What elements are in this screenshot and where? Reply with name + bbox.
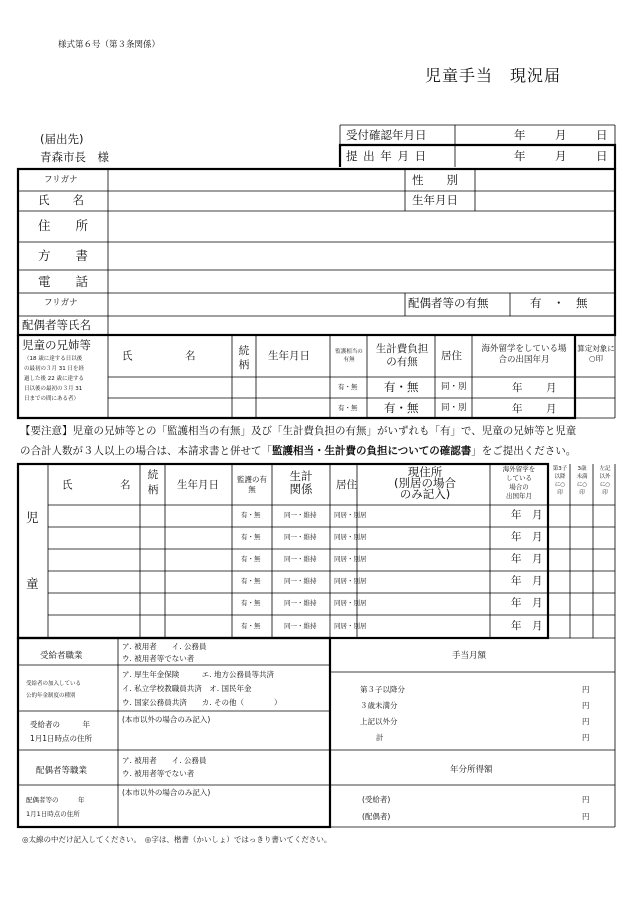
children-col-abroad: している: [506, 474, 532, 482]
applicant-phone-label: 電 話: [38, 274, 89, 289]
applicant-furigana-field[interactable]: [110, 171, 403, 189]
children-col-address: 現住所: [407, 465, 443, 479]
siblings-col-expense: 生計費負担の有無: [375, 343, 429, 368]
children-col-other: 印: [602, 490, 608, 496]
children-col-abroad: 出国年月: [506, 492, 532, 500]
allowance-row-label: 計: [376, 733, 384, 742]
pension-type-label: 公的年金制度の種別: [26, 693, 76, 699]
pension-type-label: 受給者の加入している: [26, 681, 82, 687]
child-5-residence[interactable]: 同居・別居: [334, 599, 367, 607]
child-4-year[interactable]: 年: [511, 575, 522, 587]
children-col-address: (別居の場合: [394, 476, 456, 490]
child-3-month[interactable]: 月: [532, 553, 543, 565]
spouse-name-field[interactable]: [110, 318, 613, 333]
allowance-row-label: 上記以外分: [360, 717, 398, 726]
children-col-other: に○: [599, 482, 611, 488]
birthdate-label: 生年月日: [412, 193, 458, 207]
siblings-col-name: 氏 名: [122, 350, 196, 362]
applicant-name-label: 氏 名: [38, 193, 84, 207]
child-2-month[interactable]: 月: [532, 531, 543, 543]
child-3-livelihood[interactable]: 同一・維持: [284, 555, 317, 563]
recipient-address-label: 受給者の 年: [30, 720, 90, 729]
child-1-residence[interactable]: 同居・別居: [334, 511, 367, 519]
addressee-mayor: 青森市長 様: [40, 150, 109, 164]
sibling-1-residence[interactable]: 同・別: [441, 382, 467, 392]
form-number: 様式第６号（第３条関係）: [58, 40, 161, 50]
child-6-residence[interactable]: 同居・別居: [334, 622, 367, 630]
children-col-other: 以外: [599, 474, 611, 480]
addressee-label: (届出先): [40, 132, 84, 146]
spouse-occupation-option[interactable]: ア. 被用者 イ. 公務員: [122, 756, 207, 765]
income-title: 年分所得額: [450, 765, 493, 775]
siblings-note-line: 日までの間にある者）: [24, 396, 80, 402]
child-4-residence[interactable]: 同居・別居: [334, 577, 367, 585]
applicant-phone-field[interactable]: [110, 272, 613, 291]
submitted-month[interactable]: 月: [555, 149, 567, 163]
child-4-month[interactable]: 月: [532, 575, 543, 587]
children-col-residence: 居住: [336, 479, 357, 491]
sibling-2-month[interactable]: 月: [546, 403, 557, 415]
spouse-presence-value[interactable]: 有 ・ 無: [530, 296, 588, 310]
children-col-address: のみ記入): [399, 487, 451, 501]
footer-note: ◎太線の中だけ記入してください。 ◎字は、楷書（かいしょ）ではっきり書いてください。: [22, 835, 332, 844]
children-col-under3: 印: [579, 490, 585, 496]
applicant-katagaki-field[interactable]: [110, 244, 613, 268]
income-unit: 円: [582, 795, 590, 804]
submitted-year[interactable]: 年: [514, 149, 526, 163]
confirmation-document-name: 監護相当・生計費の負担についての確認書: [272, 445, 472, 457]
child-5-month[interactable]: 月: [532, 597, 543, 609]
notice-line-2: [20, 446, 576, 457]
child-6-custody[interactable]: 有・無: [241, 622, 261, 630]
allowance-row-label: 第３子以降分: [360, 685, 405, 694]
child-1-year[interactable]: 年: [511, 509, 522, 521]
spouse-address-label: 配偶者等の 年: [26, 796, 85, 804]
submitted-date-label: 提 出 年 月 日: [346, 149, 428, 163]
applicant-furigana-label: フリガナ: [44, 175, 78, 185]
children-col-custody: 監護の有無: [237, 475, 267, 494]
child-2-residence[interactable]: 同居・別居: [334, 533, 367, 541]
applicant-name-field[interactable]: [110, 193, 403, 209]
siblings-title: 児童の兄姉等: [22, 338, 91, 352]
child-2-custody[interactable]: 有・無: [241, 533, 261, 541]
recipient-occupation-option[interactable]: ウ. 被用者等でない者: [122, 654, 195, 663]
children-side-label-1: 児: [26, 510, 39, 525]
recipient-occupation-option[interactable]: ア. 被用者 イ. 公務員: [122, 642, 207, 651]
allowance-unit: 円: [582, 733, 590, 742]
child-4-custody[interactable]: 有・無: [241, 577, 261, 585]
child-5-custody[interactable]: 有・無: [241, 599, 261, 607]
child-6-year[interactable]: 年: [511, 620, 522, 632]
children-col-name-1: 氏: [62, 479, 73, 491]
siblings-col-count: 算定対象に○印: [577, 344, 615, 363]
applicant-katagaki-label: 方 書: [38, 248, 89, 263]
children-col-abroad: 海外留学を: [502, 465, 536, 473]
child-3-year[interactable]: 年: [511, 553, 522, 565]
received-day: 日: [596, 128, 608, 142]
siblings-col-relation: 続柄: [238, 345, 250, 371]
recipient-occupation-label: 受給者職業: [40, 651, 83, 661]
child-2-livelihood[interactable]: 同一・維持: [284, 533, 317, 541]
income-unit: 円: [582, 812, 590, 821]
children-col-relation: 続柄: [147, 469, 159, 496]
sibling-2-residence[interactable]: 同・別: [441, 403, 467, 413]
children-col-third: 以降: [554, 474, 566, 480]
children-col-under3: 未満: [576, 474, 588, 480]
applicant-address-label: 住 所: [38, 218, 89, 233]
recipient-address-label: 1月1日時点の住所: [30, 734, 93, 743]
applicant-address-field[interactable]: [110, 213, 613, 240]
gender-label: 性 別: [412, 173, 458, 187]
siblings-note-line: 日以後の最初の３月 31: [24, 386, 83, 392]
sibling-2-expense[interactable]: 有・無: [384, 401, 419, 415]
children-side-label-2: 童: [26, 576, 39, 591]
page-title: 児童手当 現況届: [425, 66, 562, 85]
children-col-livelihood: 生計関係: [289, 469, 313, 496]
child-5-livelihood[interactable]: 同一・維持: [284, 599, 317, 607]
children-col-abroad: 場合の: [509, 483, 529, 491]
allowance-row-label: ３歳未満分: [360, 701, 398, 710]
sibling-1-year[interactable]: 年: [512, 382, 523, 394]
received-year: 年: [514, 128, 526, 142]
child-6-month[interactable]: 月: [532, 620, 543, 632]
sibling-2-year[interactable]: 年: [512, 403, 523, 415]
child-1-livelihood[interactable]: 同一・維持: [284, 511, 317, 519]
allowance-unit: 円: [582, 685, 590, 694]
spouse-occupation-label: 配偶者等職業: [36, 766, 88, 776]
pension-option[interactable]: ア. 厚生年金保険 エ. 地方公務員等共済: [122, 670, 275, 679]
submitted-day[interactable]: 日: [596, 149, 608, 163]
children-col-other: 左記: [599, 466, 611, 472]
children-col-under3: 3歳: [577, 466, 587, 472]
children-col-third: に○: [554, 482, 566, 488]
pension-option[interactable]: ウ. 国家公務員共済 カ. その他（ ）: [122, 698, 282, 707]
children-col-under3: に○: [576, 482, 588, 488]
sibling-2-custody[interactable]: 有・無: [338, 404, 358, 412]
sibling-1-expense[interactable]: 有・無: [384, 380, 419, 394]
spouse-address-label: 1月1日時点の住所: [26, 810, 80, 818]
received-month: 月: [555, 128, 567, 142]
child-1-month[interactable]: 月: [532, 509, 543, 521]
notice-line-2-start: の合計人数が３人以上の場合は、本請求書と併せて「: [20, 445, 272, 457]
income-row-label: (受給者): [362, 795, 391, 804]
spouse-address-note: (本市以外の場合のみ記入): [122, 788, 211, 797]
sibling-1-custody[interactable]: 有・無: [338, 383, 358, 391]
allowance-unit: 円: [582, 717, 590, 726]
recipient-address-note: (本市以外の場合のみ記入): [122, 715, 211, 724]
notice-line-2-end: 」をご提出ください。: [471, 445, 577, 457]
child-2-year[interactable]: 年: [511, 531, 522, 543]
spouse-presence-label: 配偶者等の有無: [408, 296, 489, 310]
siblings-note-line: の最初の３月 31 日を経: [24, 366, 84, 372]
children-col-third: 印: [557, 490, 563, 496]
child-3-residence[interactable]: 同居・別居: [334, 555, 367, 563]
child-1-custody[interactable]: 有・無: [241, 511, 261, 519]
notice-line-1: 【要注意】児童の兄姉等との「監護相当の有無」及び「生計費負担の有無」がいずれも「有」で、児童の兄姉等と児童: [20, 425, 577, 437]
siblings-note-line: （18 歳に達する日以後: [24, 356, 83, 362]
children-col-name-2: 名: [120, 479, 131, 491]
siblings-note-line: 過した後 22 歳に達する: [24, 376, 84, 382]
child-3-custody[interactable]: 有・無: [241, 555, 261, 563]
child-4-livelihood[interactable]: 同一・維持: [284, 577, 317, 585]
children-col-birth: 生年月日: [177, 479, 219, 491]
allowance-unit: 円: [582, 701, 590, 710]
sibling-1-month[interactable]: 月: [546, 382, 557, 394]
siblings-col-custody: 監護相当の有無: [335, 349, 363, 363]
children-col-third: 第3子: [552, 466, 568, 472]
child-6-livelihood[interactable]: 同一・維持: [284, 622, 317, 630]
siblings-col-birth: 生年月日: [268, 350, 310, 362]
child-5-year[interactable]: 年: [511, 597, 522, 609]
income-row-label: (配偶者): [362, 812, 391, 821]
pension-option[interactable]: イ. 私立学校教職員共済 オ. 国民年金: [122, 684, 252, 693]
spouse-name-label: 配偶者等氏名: [22, 318, 91, 332]
spouse-furigana-label: フリガナ: [44, 298, 78, 308]
allowance-title: 手当月額: [452, 651, 487, 661]
spouse-occupation-option[interactable]: ウ. 被用者等でない者: [122, 769, 195, 778]
siblings-col-residence: 居住: [441, 350, 462, 362]
received-date-label: 受付確認年月日: [346, 128, 427, 142]
siblings-col-abroad: 海外留学をしている場合の出国年月: [481, 344, 567, 365]
